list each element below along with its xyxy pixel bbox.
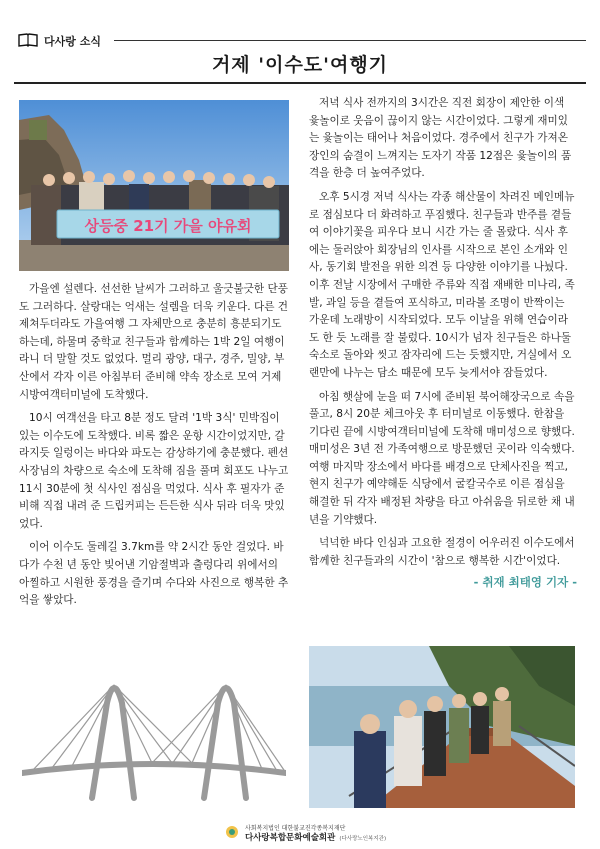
boardwalk-photo <box>309 646 575 808</box>
header-divider <box>114 40 586 41</box>
paragraph: 넉넉한 바다 인심과 고요한 절경이 어우러진 이수도에서 함께한 친구들과의 시간이 '참으로 행복한 시간'이었다. <box>309 537 575 567</box>
footer-foundation: 사회복지법인 대한불교진각종복지재단 <box>245 825 346 832</box>
banner-text: 상등중 21기 가을 야유회 <box>84 217 252 235</box>
paragraph: 10시 여객선을 타고 8분 정도 달려 '1박 3식' 민박집이 있는 이수도에 도착했다. 비록 짧은 운항 시간이었지만, 갈라지듯 일렁이는 바다와 파도는 감상하기에 충분했다. 펜션 사장님의 차량으로 숙소에 도착해 짐을 풀며 회포도 나누고 11시 30분에 첫 식사인 점심을 먹었다. 식사 후 필자가 준비해 직접 내려 준 드립커피는 든든한 식사 뒤라 더욱 맛있었다. <box>19 412 289 530</box>
right-column <box>309 95 577 592</box>
paragraph: 가을엔 설렌다. 선선한 날씨가 그러하고 울긋불긋한 단풍도 그러하다. 살랑대는 억새는 설렘을 더욱 키운다. 다른 건 제쳐두더라도 가을여행 그 자체만으로 충분히 흥분되기도 하는데, 하물며 중학교 친구들과 함께하는 1박 2일 여행이라니 더 말할 것도 없었다. 멀리 광양, 대구, 경주, 밀양, 부산에서 각자 이른 아침부터 준비해 약속 장소로 모여 거제 시방여객터미널에 도착했다. <box>19 283 289 401</box>
paragraph: 이어 이수도 둘레길 3.7km를 약 2시간 동안 걸었다. 바다가 수천 년 동안 빚어낸 기암절벽과 출렁다리 위에서의 아찔하고 시원한 풍경을 즐기며 수다와 사진으로 행복한 추억을 쌓았다. <box>19 541 289 607</box>
reporter-byline: - 취재 최태영 기자 - <box>473 575 577 590</box>
bridge-illustration <box>22 663 286 803</box>
article-title: 거제 '이수도'여행기 <box>211 54 389 76</box>
paragraph: 아침 햇살에 눈을 떠 7시에 준비된 북어해장국으로 속을 풀고, 8시 20분 체크아웃 후 터미널로 이동했다. 한참을 기다린 끝에 시방여객터미널에 도착해 매미성으로 향했다. 매미성은 3년 전 가족여행으로 방문했던 곳이라 익숙했다. 여행 마지막 장소에서 바다를 배경으로 단체사진을 찍고, 현지 친구가 예약해둔 식당에서 굴칼국수로 이른 점심을 해결한 뒤 각자 배정된 차량을 타고 아쉬움을 뒤로한 채 내년을 기약했다. <box>309 390 575 526</box>
open-book-icon <box>18 33 38 47</box>
organization-logo-icon <box>225 825 239 839</box>
footer-org-name <box>245 831 386 843</box>
group-photo <box>19 100 289 271</box>
section-label: 다사랑 소식 <box>44 35 101 48</box>
section-header <box>14 30 586 50</box>
paragraph: 오후 5시경 저녁 식사는 각종 해산물이 차려진 메인메뉴로 점심보다 더 화려하고 푸짐했다. 친구들과 반주를 곁들여 이야기꽃을 피우다 보니 시간 가는 줄 몰랐다. 식사 후에는 둘러앉아 회장님의 인사를 시작으로 본인 소개와 인사, 동기회 발전을 위한 의견 등 다양한 이야기를 나눴다. 이후 전날 시장에서 구매한 주류와 직접 재배한 미나리, 족발, 과일 등을 곁들여 포식하고, 미라볼 조명이 반짝이는 가운데 노래방이 시작되었다. 모두 이날을 위해 연습이라도 한 듯 노래를 잘 불렀다. 10시가 넘자 친구들은 하나둘 숙소로 돌아와 씻고 잠자리에 드는 듯했지만, 거실에서 오랜만에 나누는 담소 때문에 모두 늦게서야 잠들었다. <box>309 190 575 379</box>
footer-org-sub: (다사랑노인복지관) <box>339 836 387 842</box>
footer-org-title: 다사랑복합문화예술회관 <box>245 833 336 843</box>
footer-org <box>225 825 585 841</box>
paragraph: 저녁 식사 전까지의 3시간은 직전 회장이 제안한 이색 윷놀이로 웃음이 끊이지 않는 시간이었다. 그렇게 재미있는 윷놀이는 태어나 처음이었다. 경주에서 친구가 가져온 장인의 숨결이 느껴지는 도자기 작품 12점은 윷놀이의 품격을 한층 더 높여주었다. <box>309 97 572 180</box>
title-divider <box>14 82 586 84</box>
left-column <box>19 281 289 616</box>
